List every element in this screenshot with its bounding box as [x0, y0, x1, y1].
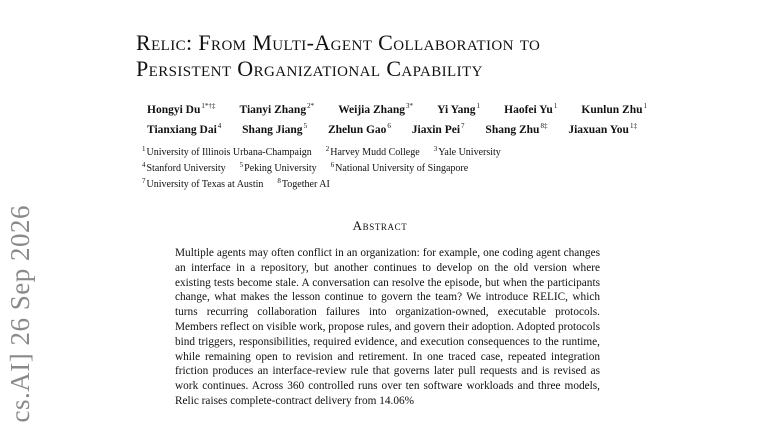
author-name-text: Jiaxin Pei — [411, 124, 461, 136]
author-name — [412, 122, 465, 136]
author-affiliation-marks: 6 — [387, 122, 391, 130]
affiliation — [142, 143, 312, 159]
affiliation-name: Yale University — [438, 147, 501, 158]
author-name-text: Haofei Yu — [504, 104, 553, 116]
author-row-2 — [147, 122, 637, 136]
paper-title — [136, 30, 696, 82]
author-name — [242, 122, 307, 136]
affiliation-name: Harvey Mudd College — [330, 147, 420, 158]
author-name-text: Tianxiang Dai — [147, 124, 217, 136]
author-name-text: Zhelun Gao — [327, 124, 387, 136]
affiliation-number: 7 — [142, 177, 146, 185]
affiliations — [142, 143, 501, 191]
author-name-text: Tianyi Zhang — [239, 104, 307, 116]
affiliation — [326, 143, 420, 159]
abstract-heading: Abstract — [352, 218, 408, 233]
author-name — [147, 102, 215, 116]
affiliation-name: University of Texas at Austin — [146, 179, 264, 190]
author-name — [328, 122, 391, 136]
affiliation-name: National University of Singapore — [335, 163, 469, 174]
author-row-1 — [147, 102, 647, 116]
affiliation — [142, 175, 263, 191]
author-affiliation-marks: 1*†‡ — [201, 102, 216, 110]
affiliation — [331, 159, 469, 175]
author-name — [239, 102, 314, 116]
affiliation-number: 5 — [239, 161, 244, 169]
affiliation-row — [142, 175, 501, 191]
author-name-text: Shang Jiang — [242, 124, 303, 136]
author-name — [485, 122, 547, 136]
abstract-body: Multiple agents may often conflict in an organization: for example, one coding agent changes an interface in a repository, but another continues to develop on the old version where existing tests become stale. A conversation can resolve the episode, but when the participants change, what makes the lesson continue to govern the team? We introduce RELIC, which turns recurring collaboration failures into organization-owned, executable protocols. Members reflect on visible work, propose rules, and govern their adoption. Adopted protocols bind triggers, responsibilities, required evidence, and execution consequences to the runtime, while remaining open to revision and retirement. In one traced case, repeated integration friction produces an interface-review rule that governs later pull requests and is revised as work continues. Across 360 controlled runs over ten software workloads and three models, Relic raises complete-contract delivery from 14.06% — [175, 247, 600, 407]
author-affiliation-marks: 1 — [643, 102, 647, 110]
author-name-text: Hongyi Du — [147, 104, 201, 116]
author-affiliation-marks: 7 — [461, 122, 465, 130]
author-affiliation-marks: 1‡ — [629, 122, 637, 130]
author-name — [338, 102, 413, 116]
affiliation-name: Together AI — [281, 179, 330, 190]
affiliation — [240, 159, 317, 175]
author-name-text: Jiaxuan You — [568, 124, 629, 136]
affiliation-number: 3 — [433, 145, 438, 153]
author-affiliation-marks: 2* — [307, 102, 315, 110]
affiliation-row — [142, 159, 501, 175]
affiliation-number: 2 — [325, 145, 330, 153]
affiliation-name: Peking University — [244, 163, 317, 174]
title-line-2: Persistent Organizational Capability — [136, 56, 483, 81]
author-name — [568, 122, 637, 136]
author-name — [581, 102, 647, 116]
affiliation-row — [142, 143, 501, 159]
affiliation-number: 4 — [142, 161, 146, 169]
author-name — [147, 122, 221, 136]
affiliation-name: University of Illinois Urbana-Champaign — [146, 147, 312, 158]
affiliation-number: 1 — [142, 145, 146, 153]
author-affiliation-marks: 3* — [405, 102, 413, 110]
author-name-text: Weijia Zhang — [338, 104, 405, 116]
author-affiliation-marks: 1 — [553, 102, 558, 110]
affiliation — [277, 175, 329, 191]
author-affiliation-marks: 1 — [476, 102, 481, 110]
author-affiliation-marks: 5 — [303, 122, 308, 130]
affiliation-number: 8 — [277, 177, 281, 185]
affiliation-number: 6 — [330, 161, 335, 169]
title-line-1: Relic: From Multi-Agent Collaboration to — [136, 30, 541, 55]
author-name — [437, 102, 480, 116]
author-affiliation-marks: 4 — [217, 122, 222, 130]
affiliation — [434, 143, 501, 159]
affiliation — [142, 159, 226, 175]
arxiv-side-stamp: cs.AI] 26 Sep 2026 — [5, 205, 35, 423]
author-name — [504, 102, 557, 116]
author-name-text: Shang Zhu — [485, 124, 540, 136]
author-affiliation-marks: 8‡ — [540, 122, 548, 130]
author-name-text: Kunlun Zhu — [581, 104, 643, 116]
affiliation-name: Stanford University — [146, 163, 226, 174]
author-name-text: Yi Yang — [437, 104, 476, 116]
